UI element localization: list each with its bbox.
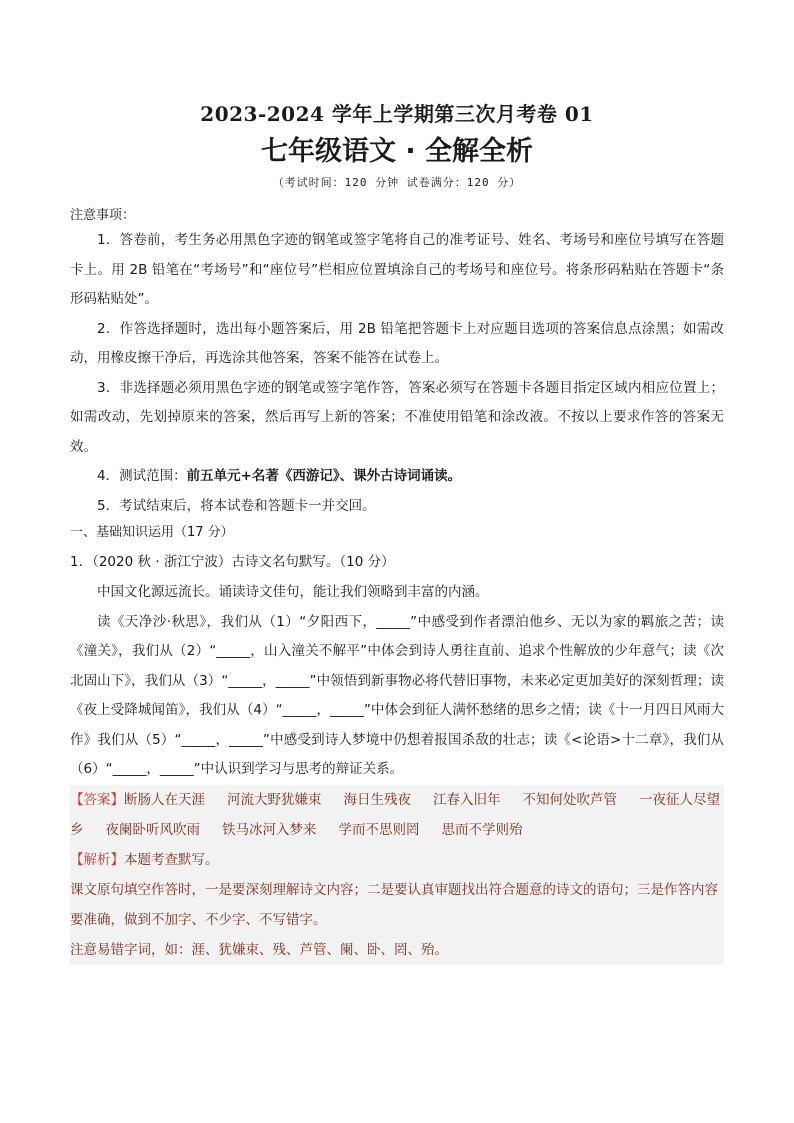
notice-item-4-scope: 前五单元+名著《西游记》、课外古诗词诵读。 (186, 468, 462, 484)
exam-subtitle: 七年级语文 · 全解全析 (260, 136, 534, 167)
question-intro: 中国文化源远流长。诵读诗文佳句，能让我们领略到丰富的内涵。 (97, 584, 489, 600)
answer-item: 铁马冰河入梦来 (222, 821, 317, 838)
answer-item: 学而不思则罔 (338, 821, 420, 838)
answer-item: 江春入旧年 (433, 791, 501, 808)
analysis-label: 【解析】 (70, 851, 124, 868)
analysis-line-1 (70, 845, 724, 875)
exam-page (70, 100, 724, 965)
answer-label: 【答案】 (70, 791, 124, 808)
exam-info: （考试时间：120 分钟 试卷满分：120 分） (272, 176, 522, 189)
answer-item: 夜阑卧听风吹雨 (105, 821, 200, 838)
answer-item: 一夜征人尽望乡 (70, 791, 720, 838)
analysis-line-2: 课文原句填空作答时，一是要深刻理解诗文内容；二是要认真审题找出符合题意的诗文的语句；三是作答内容要准确，做到不加字、不少字、不写错字。 (70, 881, 718, 928)
answer-item: 河流大野犹嫌束 (227, 791, 322, 808)
answer-item: 海日生残夜 (343, 791, 411, 808)
notice-item-1: 1．答卷前，考生务必用黑色字迹的钢笔或签字笔将自己的准考证号、姓名、考场号和座位号填写在答题卡上。用 2B 铅笔在“考场号”和“座位号”栏相应位置填涂自己的考场号和座位号。将条形码粘贴在答题卡“条形码粘贴处”。 (70, 232, 724, 307)
answer-line (70, 785, 724, 845)
analysis-line-3: 注意易错字词，如：涯、犹嫌束、残、芦管、阑、卧、罔、殆。 (70, 941, 448, 958)
notice-item-5: 5．考试结束后，将本试卷和答题卡一并交回。 (97, 497, 376, 514)
answer-block (70, 785, 724, 965)
section-heading: 一、基础知识运用（17 分） (70, 525, 234, 540)
notice-item-4 (70, 462, 724, 492)
exam-title: 2023-2024 学年上学期第三次月考卷 01 (200, 102, 594, 126)
answer-item: 思而不学则殆 (441, 821, 523, 838)
question-stem: 1．（2020 秋 · 浙江宁波）古诗文名句默写。（10 分） (70, 554, 395, 570)
answer-item: 断肠人在天涯 (124, 791, 205, 808)
analysis-text: 本题考查默写。 (124, 851, 219, 868)
notice-heading: 注意事项： (70, 208, 136, 223)
notice-item-3: 3．非选择题必须用黑色字迹的钢笔或签字笔作答，答案必须写在答题卡各题目指定区域内相应位置上；如需改动，先划掉原来的答案，然后再写上新的答案；不准使用铅笔和涂改液。不按以上要求作答的答案无效。 (70, 379, 724, 455)
notice-item-2: 2．作答选择题时，选出每小题答案后，用 2B 铅笔把答题卡上对应题目选项的答案信息点涂黑；如需改动，用橡皮擦干净后，再选涂其他答案，答案不能答在试卷上。 (70, 320, 724, 366)
answer-item: 不知何处吹芦管 (522, 791, 617, 808)
notice-item-4-prefix: 4．测试范围： (97, 468, 187, 484)
question-body: 读《天净沙·秋思》，我们从（1）“夕阳西下，_____”中感受到作者漂泊他乡、无以为家的羁旅之苦；读《潼关》，我们从（2）“_____，山入潼关不解平”中体会到诗人勇往直前、追求个性解放的少年意气；读《次北固山下》，我们从（3）“_____，_____”中领悟到新事物必将代替旧事物，未来必定更加美好的深刻哲理；读《夜上受降城闻笛》，我们从（4）“_____，_____”中体会到征人满怀愁绪的思乡之情；读《十一月四日风雨大作》我们从（5）“_____，_____”中感受到诗人梦境中仍想着报国杀敌的壮志；读《<论语>十二章》，我们从（6）“_____，_____”中认识到学习与思考的辩证关系。 (70, 613, 724, 777)
